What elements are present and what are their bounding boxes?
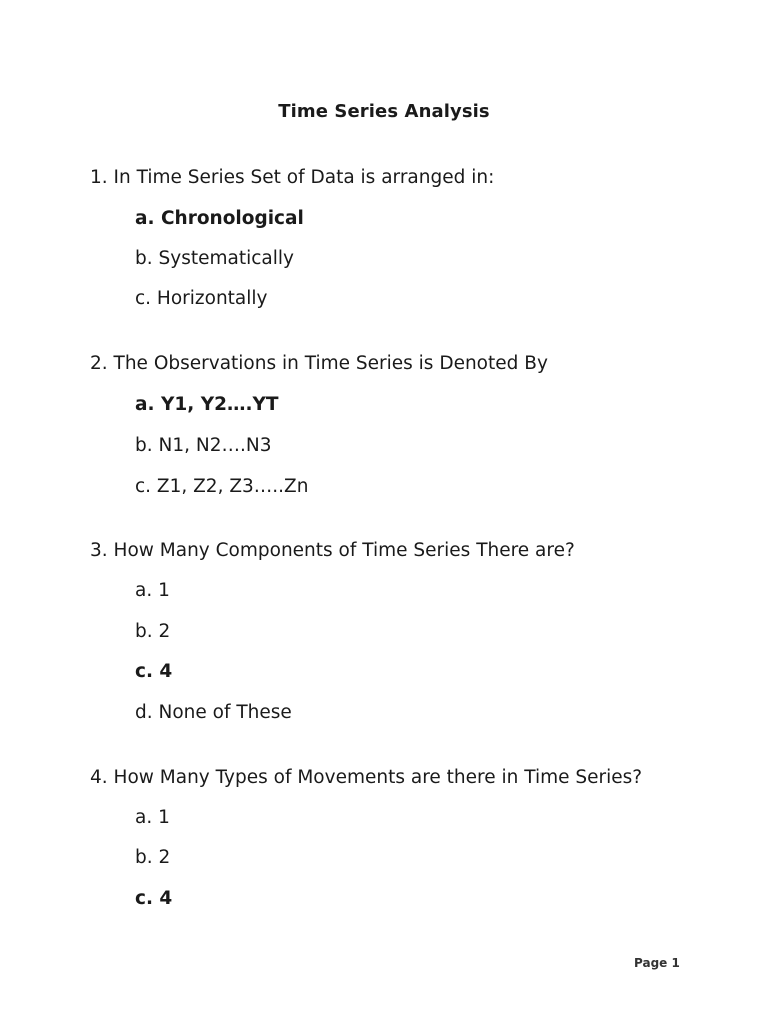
- question-1: 1. In Time Series Set of Data is arranged in:: [90, 167, 495, 188]
- question-3-option-b: b. 2: [135, 621, 171, 642]
- question-3: 3. How Many Components of Time Series There are?: [90, 540, 575, 561]
- question-4-option-a: a. 1: [135, 807, 170, 828]
- question-1-option-a: a. Chronological: [135, 208, 304, 229]
- question-3-option-c: c. 4: [135, 661, 173, 682]
- question-2-option-c: c. Z1, Z2, Z3…..Zn: [135, 476, 309, 497]
- question-2: 2. The Observations in Time Series is Denoted By: [90, 353, 548, 374]
- question-4-option-b: b. 2: [135, 847, 171, 868]
- question-2-option-a: a. Y1, Y2….YT: [135, 394, 279, 415]
- document-title: Time Series Analysis: [278, 101, 490, 122]
- question-1-option-b: b. Systematically: [135, 248, 294, 269]
- question-2-option-b: b. N1, N2….N3: [135, 435, 272, 456]
- question-3-option-a: a. 1: [135, 580, 170, 601]
- question-4: 4. How Many Types of Movements are there in Time Series?: [90, 767, 643, 788]
- question-4-option-c: c. 4: [135, 888, 173, 909]
- question-3-option-d: d. None of These: [135, 702, 292, 723]
- question-1-option-c: c. Horizontally: [135, 288, 268, 309]
- page-number: Page 1: [634, 956, 680, 970]
